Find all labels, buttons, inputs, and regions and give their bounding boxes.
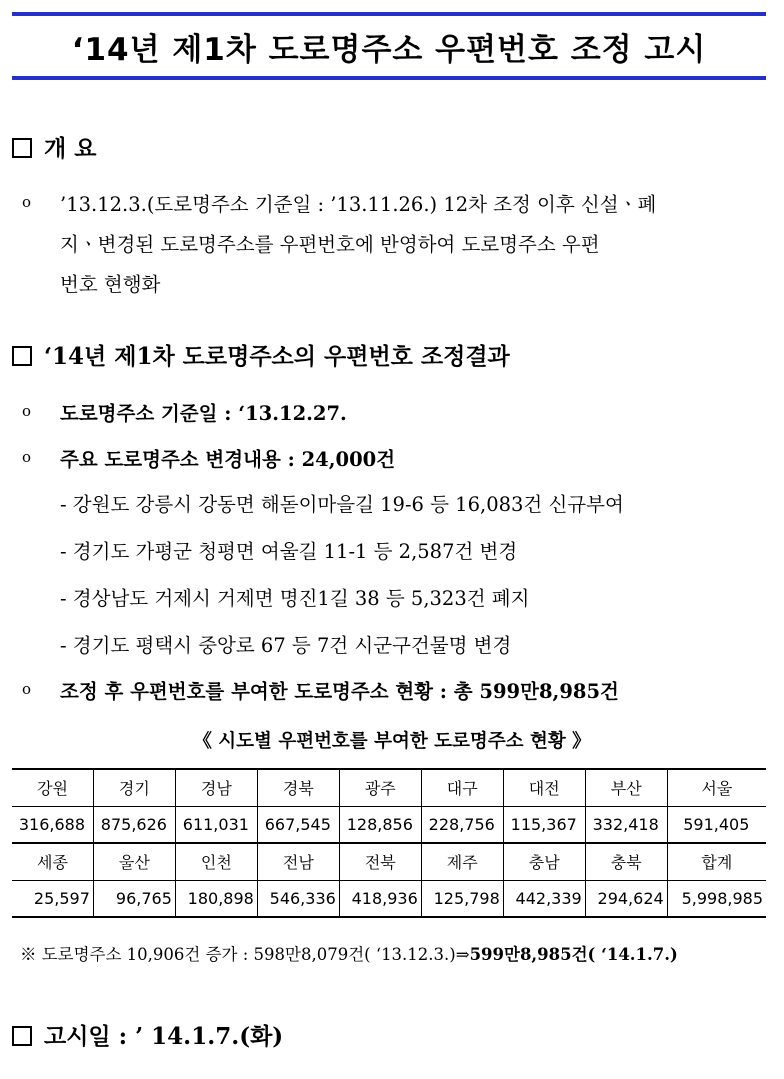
changes-label: 주요 도로명주소 변경내용 : (60, 448, 295, 471)
table-header-cell: 인천 (175, 843, 257, 880)
table-row-values-1 (12, 806, 766, 843)
overview-line-2: 지ㆍ변경된 도로명주소를 우편번호에 반영하여 도로명주소 우편 (60, 233, 600, 256)
increase-note (20, 941, 678, 965)
checkbox-square-icon (12, 138, 32, 158)
table-value-cell: 316,688 (12, 806, 93, 843)
table-header-cell: 부산 (585, 769, 667, 806)
section-result-heading (12, 338, 510, 371)
status-line (60, 676, 619, 704)
table-header-cell: 대구 (421, 769, 503, 806)
table-value-cell: 332,418 (585, 806, 667, 843)
status-value: 총 599만8,985건 (453, 680, 619, 703)
table-value-cell: 25,597 (12, 880, 93, 917)
change-item-2: - 경기도 가평군 청평면 여울길 11-1 등 2,587건 변경 (60, 540, 518, 563)
table-row-header-1 (12, 769, 766, 806)
table-header-cell: 대전 (503, 769, 585, 806)
changes-line (60, 444, 395, 472)
table-header-cell: 울산 (93, 843, 175, 880)
table-value-cell: 611,031 (175, 806, 257, 843)
table-header-cell: 서울 (667, 769, 766, 806)
table-row-values-2 (12, 880, 766, 917)
checkbox-square-icon (12, 346, 32, 366)
table-value-cell: 96,765 (93, 880, 175, 917)
table-caption: 《 시도별 우편번호를 부여한 도로명주소 현황 》 (193, 731, 591, 752)
note-total: 599만8,985건( ‘14.1.7.) (469, 945, 678, 964)
change-item-3: - 경상남도 거제시 거제면 명진1길 38 등 5,323건 폐지 (60, 587, 530, 610)
overview-line-1: ’13.12.3.(도로명주소 기준일 : ’13.11.26.) 12차 조정 이후 신설ㆍ폐 (60, 193, 657, 216)
table-value-cell: 294,624 (585, 880, 667, 917)
region-stats-table (12, 768, 766, 918)
table-value-cell: 115,367 (503, 806, 585, 843)
changes-value: 24,000건 (301, 448, 396, 471)
table-header-cell: 경북 (257, 769, 339, 806)
change-item-1: - 강원도 강릉시 강동면 해돋이마을길 19-6 등 16,083건 신규부여 (60, 493, 624, 516)
table-header-cell: 광주 (339, 769, 421, 806)
table-header-cell: 경기 (93, 769, 175, 806)
note-prefix: ※ 도로명주소 10,906건 증가 : 598만8,079건( ‘13.12.3.)⇒ (20, 945, 470, 964)
section-notice-heading (12, 1018, 283, 1051)
base-date-label: 도로명주소 기준일 : (60, 402, 232, 425)
notice-heading-text: 고시일 : ’ 14.1.7.(화) (44, 1023, 284, 1050)
table-value-cell: 442,339 (503, 880, 585, 917)
page-title: ‘14년 제1차 도로명주소 우편번호 조정 고시 (71, 31, 707, 68)
change-item-4: - 경기도 평택시 중앙로 67 등 7건 시군구건물명 변경 (60, 634, 512, 657)
overview-heading-text: 개 요 (44, 135, 97, 162)
table-value-cell: 180,898 (175, 880, 257, 917)
table-value-cell: 418,936 (339, 880, 421, 917)
table-header-cell: 충북 (585, 843, 667, 880)
base-date-line (60, 398, 347, 426)
table-header-cell: 강원 (12, 769, 93, 806)
table-value-cell: 591,405 (667, 806, 766, 843)
base-date-value: ‘13.12.27. (238, 402, 347, 425)
table-value-cell: 546,336 (257, 880, 339, 917)
table-value-cell: 125,798 (421, 880, 503, 917)
circle-bullet-icon (22, 448, 31, 466)
table-header-cell: 충남 (503, 843, 585, 880)
overview-line-3: 번호 현행화 (60, 273, 161, 296)
table-header-cell: 경남 (175, 769, 257, 806)
circle-bullet-icon (22, 193, 31, 211)
table-header-cell: 합계 (667, 843, 766, 880)
table-header-cell: 세종 (12, 843, 93, 880)
circle-bullet-icon (22, 680, 31, 698)
section-overview-heading (12, 130, 96, 163)
title-banner (12, 12, 766, 80)
table-value-cell: 5,998,985 (667, 880, 766, 917)
table-value-cell: 667,545 (257, 806, 339, 843)
table-row-header-2 (12, 843, 766, 880)
table-header-cell: 제주 (421, 843, 503, 880)
table-value-cell: 128,856 (339, 806, 421, 843)
table-header-cell: 전북 (339, 843, 421, 880)
table-value-cell: 875,626 (93, 806, 175, 843)
table-value-cell: 228,756 (421, 806, 503, 843)
checkbox-square-icon (12, 1026, 32, 1046)
status-label: 조정 후 우편번호를 부여한 도로명주소 현황 : (60, 680, 447, 703)
result-heading-text: ‘14년 제1차 도로명주소의 우편번호 조정결과 (44, 343, 510, 370)
table-header-cell: 전남 (257, 843, 339, 880)
circle-bullet-icon (22, 402, 31, 420)
